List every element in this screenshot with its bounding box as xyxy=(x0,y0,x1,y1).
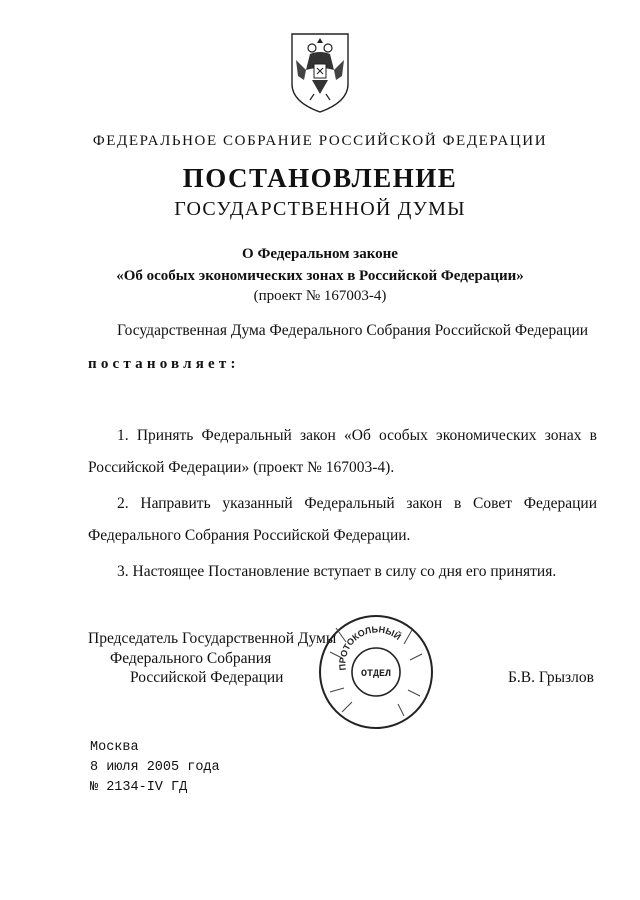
protocol-department-stamp-icon xyxy=(316,612,436,732)
city: Москва xyxy=(90,740,139,755)
signatory-name: Б.В. Грызлов xyxy=(508,669,594,686)
document-type: ПОСТАНОВЛЕНИЕ xyxy=(182,163,458,193)
item-1-line-1: 1. Принять Федеральный закон «Об особых экономических зонах в xyxy=(117,427,597,444)
parliament-name: ФЕДЕРАЛЬНОЕ СОБРАНИЕ РОССИЙСКОЙ ФЕДЕРАЦИИ xyxy=(92,133,548,149)
item-2-line-2: Федерального Собрания Российской Федерации. xyxy=(88,527,411,544)
document-date: 8 июля 2005 года xyxy=(90,760,220,775)
intro-text: Государственная Дума Федерального Собрания Российской Федерации xyxy=(117,322,589,339)
signatory-title-line-1: Председатель Государственной Думы xyxy=(88,630,337,647)
item-2-line-1: 2. Направить указанный Федеральный закон в Совет Федерации xyxy=(117,495,597,512)
stamp-center-text: ОТДЕЛ xyxy=(360,669,392,680)
item-3: 3. Настоящее Постановление вступает в силу со дня его принятия. xyxy=(117,563,557,580)
subject-line-3: (проект № 167003-4) xyxy=(253,288,387,304)
subject-line-2: «Об особых экономических зонах в Российской Федерации» xyxy=(116,268,524,284)
russian-coat-of-arms-icon xyxy=(288,30,352,116)
subject-line-1: О Федеральном законе xyxy=(242,246,398,262)
signatory-title-line-3: Российской Федерации xyxy=(130,669,284,686)
resolves-word: постановляет: xyxy=(88,356,240,372)
signatory-title-line-2: Федерального Собрания xyxy=(110,650,272,667)
document-number: № 2134-IV ГД xyxy=(90,780,188,795)
stamp-top-text: ПРОТОКОЛЬНЫЙ xyxy=(337,624,403,671)
svg-text:ПРОТОКОЛЬНЫЙ xyxy=(337,624,403,671)
item-1-line-2: Российской Федерации» (проект № 167003-4). xyxy=(88,459,395,476)
document-issuer: ГОСУДАРСТВЕННОЙ ДУМЫ xyxy=(174,198,466,220)
